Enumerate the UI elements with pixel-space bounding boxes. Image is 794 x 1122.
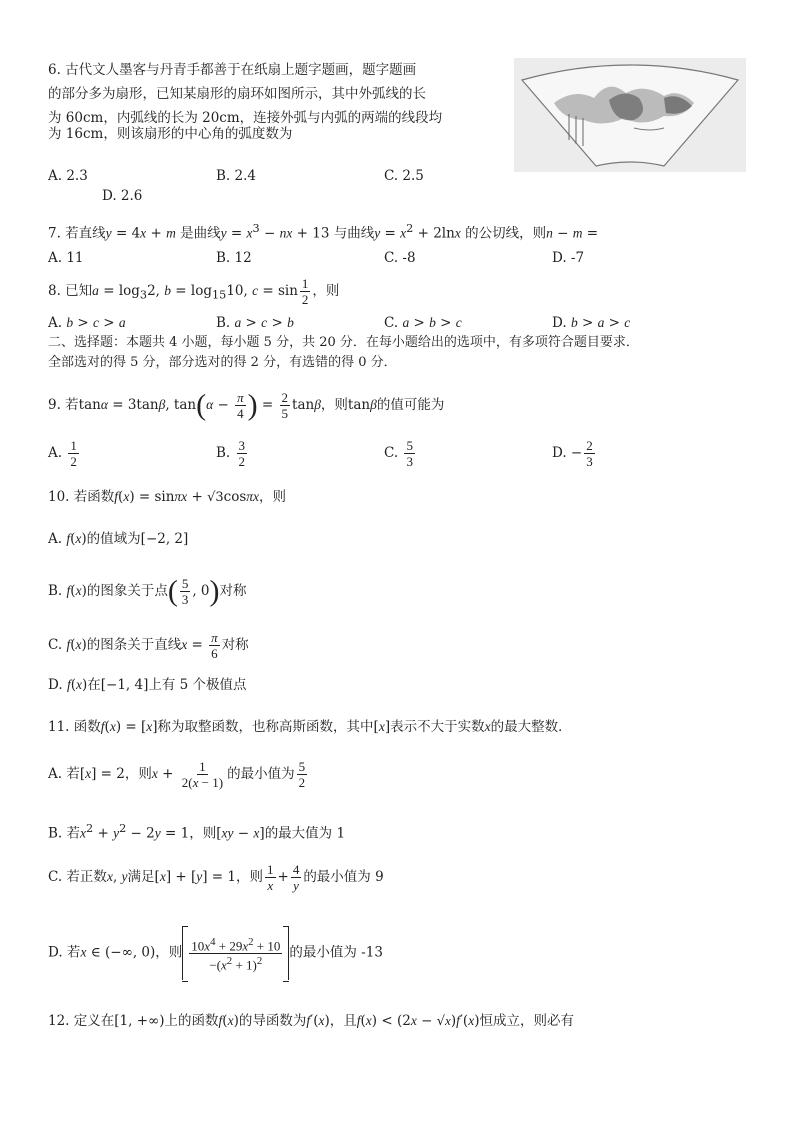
q11-option-c: C. 若正数x, y满足[x] + [y] = 1，则 $\frac{1}{x}$ + $\frac{4}{y}$ 的最小值为 9 — [48, 862, 384, 893]
q10-option-a: A. f(x)的值域为[−2, 2] — [48, 531, 189, 547]
q9-option-b: B. $\frac{3}{2}$ — [216, 438, 246, 469]
q8-option-b: B. a > c > b — [216, 315, 294, 331]
q8-option-a: A. b > c > a — [48, 315, 126, 331]
q6-line-3: 为 60cm，内弧线的长为 20cm，连接外弧与内弧的两端的线段均 — [48, 110, 443, 126]
q8-option-c: C. a > b > c — [384, 315, 462, 331]
q11-option-a: A. 若[x] = 2，则x + $\frac{1}{2(x - 1)}$ 的最小值为 $\frac{5}{2}$ — [48, 759, 306, 790]
q6-option-c: C. 2.5 — [384, 168, 424, 184]
q9-option-a: A. $\frac{1}{2}$ — [48, 438, 77, 469]
q6-option-d: D. 2.6 — [102, 188, 143, 204]
q7-option-c: C. -8 — [384, 250, 416, 266]
q7-stem: 7. 若直线y = 4x + m 是曲线$y = x^3$ − nx + 13 与曲线$y = x^2 + 2\ln x$ 的公切线，则n − m = — [48, 222, 599, 242]
q10-option-b: B. f(x)的图象关于点( $\frac{5}{3}$ , 0)对称 — [48, 574, 247, 608]
q10-stem: 10. 若函数f(x) = sinπx + √3cosπx，则 — [48, 489, 287, 505]
q9-stem: 9. 若tanα = 3tanβ, tan(α − $\frac{\pi}{4}$ ) = $\frac{2}{5}$ tanβ，则tanβ的值可能为 — [48, 388, 445, 422]
q8-option-d: D. b > a > c — [552, 315, 631, 331]
section2-heading-2: 全部选对的得 5 分，部分选对的得 2 分，有选错的得 0 分． — [48, 355, 397, 370]
q6-option-b: B. 2.4 — [216, 168, 256, 184]
q11-option-b: B. 若$x^2 + y^2 - 2y = 1$，则[xy − x]的最大值为 1 — [48, 822, 346, 842]
section2-heading: 二、选择题：本题共 4 小题，每小题 5 分，共 20 分．在每小题给出的选项中，有多项符合题目要求． — [48, 335, 639, 350]
q10-option-d: D. f(x)在[−1, 4]上有 5 个极值点 — [48, 677, 247, 693]
q9-option-c: C. $\frac{5}{3}$ — [384, 438, 413, 469]
q7-option-b: B. 12 — [216, 250, 252, 266]
q9-option-d: D. − $\frac{2}{3}$ — [552, 438, 593, 469]
q10-option-c: C. f(x)的图条关于直线x = $\frac{\pi}{6}$ 对称 — [48, 630, 249, 661]
q7-option-a: A. 11 — [48, 250, 84, 266]
q6-line-1: 6. 古代文人墨客与丹青手都善于在纸扇上题字题画，题字题画 — [48, 62, 417, 78]
q6-option-a: A. 2.3 — [48, 168, 88, 184]
q11-stem: 11. 函数f(x) = [x]称为取整函数，也称高斯函数，其中[x]表示不大于实数x的最大整数． — [48, 719, 572, 735]
q8-stem: 8. 已知$a = \log_32$, $b = \log_{15}10$, c = sin $\frac{1}{2}$ ，则 — [48, 276, 340, 307]
q6-line-2: 的部分多为扇形，已知某扇形的扇环如图所示，其中外弧线的长 — [48, 86, 426, 102]
q6-line-4: 为 16cm，则该扇形的中心角的弧度数为 — [48, 126, 293, 142]
q12-stem: 12. 定义在[1, +∞)上的函数f(x)的导函数为f′(x)，且f(x) < (2x − √x)f′(x)恒成立，则必有 — [48, 1013, 574, 1029]
q7-option-d: D. -7 — [552, 250, 585, 266]
fan-painting-image — [514, 58, 746, 172]
q11-option-d: D. 若x ∈ (−∞, 0)，则 $\frac{10x^4 + 29x^2 + 10}{-(x^2 + 1)^2}$ 的最小值为 -13 — [48, 926, 383, 980]
